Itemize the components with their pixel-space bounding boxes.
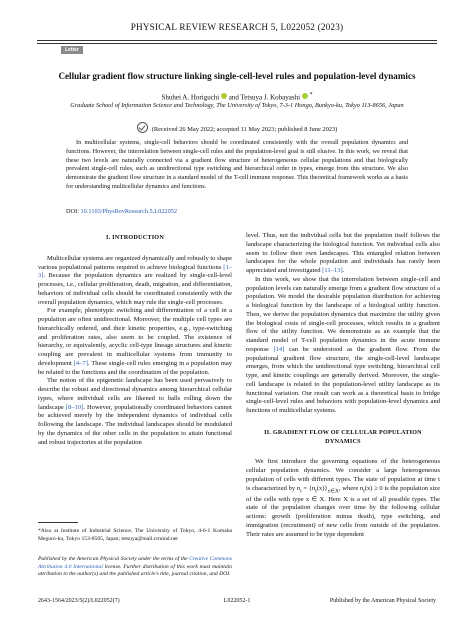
paragraph: We first introduce the governing equations of the heterogeneous cellular population dynamics. We consider a large heterogeneous population of cells with different types. The state of population at time t is characterized by $n_t = \{n_t(x)\}_{x\in X}$, where $n_t(x) \ge 0$ is the population size of the cells with type x ∈ X. Here X is a set of all possible types. The state of the population changes over time by the following cellular actions: growth (proliferation minus death), type switching, and immigration (recruitment) of new cells from outside of the population. Their rates are assumed to be type dependent: [246, 458, 440, 538]
citation-link[interactable]: [11–13]: [322, 267, 343, 274]
header-rule: [37, 40, 437, 41]
footnote: *Also at Institute of Industrial Science, The University of Tokyo, 4-6-1 Komaba Meguro-ku, Tokyo 153-8505, Japan; tetsuya@mail.crmind.net: [38, 528, 232, 542]
affiliation: Graduate School of Information Science and Technology, The University of Tokyo, 7-3-1 Hongo, Bunkyo-ku, Tokyo 113-8656, Japan: [70, 102, 404, 109]
header-rule-secondary: [37, 43, 437, 44]
corresponding-author-marker: *: [309, 92, 313, 98]
citation-link[interactable]: [8–10]: [65, 403, 84, 411]
doi-line: [66, 208, 177, 215]
author-horiguchi[interactable]: Shuhei A. Horiguchi: [161, 93, 220, 102]
article-title: Cellular gradient flow structure linking single-cell-level rules and population-level dynamics: [58, 71, 416, 81]
section-heading-introduction: I. INTRODUCTION: [105, 234, 164, 241]
orcid-icon[interactable]: [221, 93, 227, 99]
section-heading-gradient-flow: II. GRADIENT FLOW OF CELLULAR POPULATION DYNAMICS: [264, 428, 422, 445]
check-for-updates-icon[interactable]: [137, 122, 148, 133]
footnote-rule: [38, 522, 78, 523]
author-kobayashi[interactable]: and Tetsuya J. Kobayashi: [228, 93, 301, 102]
left-column: [38, 232, 232, 447]
paragraph: In this work, we show that the interrelation between single-cell and population levels can naturally emerge from a gradient flow structure of a population. We model the desirable population distribution for achieving a biological function by the landscape of a biological utility function. Then, we derive the population dynamics that maximize the utility given the biological costs of single-cell processes, which results in a gradient flow of the utility function. We demonstrate as an example that the standard model of T-cell population dynamics in the acute immune response [14] can be understood as the gradient flow. From the populational gradient flow structure, the single-cell-level landscape emerges, from which the unidirectional type switching, hierarchical cell type, and kinetic couplings are generally derived. Moreover, the single-cell landscape is related to the population-level utility landscape as its functional variation. Our result can work as a theoretical basis to bridge single-cell-level rules and behaviors with population-level dynamics and functions of multicellular systems.: [246, 275, 441, 414]
abstract: In multicellular systems, single-cell behaviors should be coordinated consistently with the overall population dynamics and functions. However, the interrelation between single-cell rules and the population-level goal is still elusive. In this work, we reveal that these two levels are naturally connected via a gradient flow structure of heterogeneous cellular populations and that biologically prevalent single-cell rules, such as unidirectional type switching and hierarchical order in types, emerge from this structure. We also demonstrate the gradient flow structure in a standard model of the T-cell immune response. This theoretical framework works as a basis for understanding multicellular dynamics and functions.: [66, 139, 408, 190]
right-column: [246, 232, 440, 539]
orcid-icon[interactable]: [302, 93, 308, 99]
received-text: (Received 26 May 2022; accepted 11 May 2023; published 8 June 2023): [151, 126, 338, 133]
license-link[interactable]: Creative Commons Attribution 4.0 International: [38, 556, 232, 570]
footer-page-number: L022052-1: [223, 598, 251, 604]
citation-link[interactable]: [4–7]: [73, 359, 88, 367]
article-type-tag: Letter: [61, 46, 83, 54]
footer-publisher: Published by the American Physical Society: [329, 598, 436, 604]
received-dates: [0, 122, 474, 133]
citation-link[interactable]: [14]: [273, 345, 285, 353]
paragraph: level. Thus, not the individual cells but the population itself follows the landscape characterizing the biological function. Yet individual cells also seem to follow their own landscapes. This entangled relation between landscapes for the whole population and individuals has rarely been appreciated and investigated [11–13].: [246, 232, 440, 274]
doi-label: DOI:: [66, 208, 79, 215]
author-list: [0, 92, 474, 101]
citation-link[interactable]: [1–3]: [38, 263, 232, 280]
doi-link[interactable]: 10.1103/PhysRevResearch.5.L022052: [80, 208, 178, 215]
footer-issn: 2643-1564/2023/5(2)/L022052(7): [38, 598, 120, 604]
license-statement: Published by the American Physical Society under the terms of the Creative Commons Attribution 4.0 International license. Further distribution of this work must maintain attribution to the author(s) and the published article's title, journal citation, and DOI.: [38, 556, 232, 578]
journal-header: PHYSICAL REVIEW RESEARCH 5, L022052 (2023): [130, 22, 344, 32]
paragraph: For example, phenotypic switching and differentiation of a cell in a population are often unidirectional. Moreover, the multiple cell types are hierarchically ordered, and their kinetic properties, e.g., type-switching and proliferation rates, also seem to be coupled. The existence of hierarchy, or equivalently, acyclic cell-type lineage structures and kinetic coupling are prevalent in multicellular systems from immunity to development [4–7]. These single-cell rules emerging in a population may be related to the functions and the coordination of the population.: [38, 307, 232, 376]
paragraph: Multicellular systems are organized dynamically and robustly to shape various populational patterns required to achieve biological functions [1–3]. Because the population dynamics are realized by single-cell-level processes, i.e., cellular proliferation, death, migration, and differentiation, behaviors of individual cells should be coordinated consistently with the overall population dynamics, which may rule the single-cell processes.: [38, 254, 232, 306]
paragraph: The notion of the epigenetic landscape has been used pervasively to describe the robust and directional dynamics among hierarchical cellular types, where individual cells are likened to balls rolling down the landscape [8–10]. However, populationally coordinated behaviors cannot be achieved merely by the independent dynamics of individual cells following the landscape. The individual landscapes should be modulated by the dynamics of the other cells in the population to attain functional and robust trajectories at the population: [38, 377, 232, 446]
